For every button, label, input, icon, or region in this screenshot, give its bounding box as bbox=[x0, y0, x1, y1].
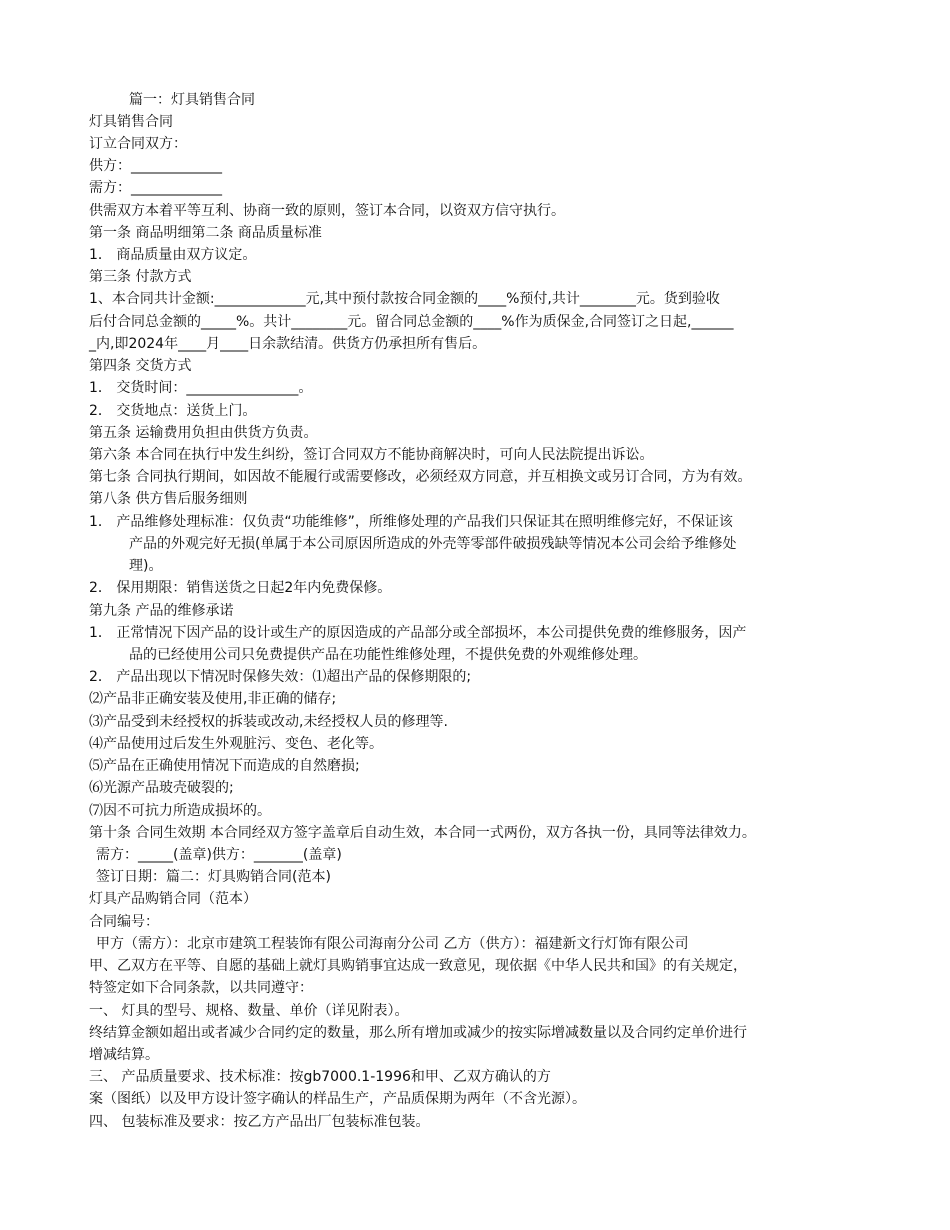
supplier-field: 供方：_____________ bbox=[89, 158, 222, 174]
text-line: _内,即2024年____月____日余款结清。供货方仍承担所有售后。 bbox=[89, 336, 487, 352]
text-line: 2． 保用期限：销售送货之日起2年内免费保修。 bbox=[89, 580, 392, 596]
buyer-field: 需方：_____________ bbox=[89, 180, 222, 196]
doc-title-2: 灯具产品购销合同（范本） bbox=[89, 891, 257, 907]
doc-title: 灯具销售合同 bbox=[89, 114, 173, 130]
text-line: 1、本合同共计金额:_____________元,其中预付款按合同金额的____%预付,共计________元。货到验收 bbox=[89, 291, 720, 307]
text-line: 终结算金额如超出或者减少合同约定的数量，那么所有增加或减少的按实际增减数量以及合同约定单价进行 bbox=[89, 1025, 747, 1041]
text-line: ⑵产品非正确安装及使用,非正确的储存; bbox=[89, 691, 337, 707]
contract-number: 合同编号： bbox=[89, 914, 159, 930]
text-line: 供需双方本着平等互利、协商一致的原则，签订本合同，以资双方信守执行。 bbox=[89, 203, 565, 219]
text-line: 第六条 本合同在执行中发生纠纷，签订合同双方不能协商解决时，可向人民法院提出诉讼。 bbox=[89, 447, 654, 463]
text-line: ⑶产品受到未经授权的拆装或改动,未经授权人员的修理等. bbox=[89, 714, 448, 730]
text-line: 第七条 合同执行期间，如因故不能履行或需要修改，必须经双方同意，并互相换文或另订合同，方为有效。 bbox=[89, 469, 752, 485]
article-heading: 第八条 供方售后服务细则 bbox=[89, 491, 248, 507]
article-heading: 第九条 产品的维修承诺 bbox=[89, 603, 234, 619]
text-line: 第五条 运输费用负担由供货方负责。 bbox=[89, 425, 318, 441]
signature-line: 需方：_____(盖章)供方：_______(盖章) bbox=[96, 847, 342, 863]
text-line: 1． 商品质量由双方议定。 bbox=[89, 247, 257, 263]
text-line: 品的已经使用公司只免费提供产品在功能性维修处理，不提供免费的外观维修处理。 bbox=[129, 647, 647, 663]
article-heading: 第四条 交货方式 bbox=[89, 358, 192, 374]
text-line: ⑷产品使用过后发生外观脏污、变色、老化等。 bbox=[89, 736, 383, 752]
text-line: 产品的外观完好无损(单属于本公司原因所造成的外壳等零部件破损残缺等情况本公司会给予维修处 bbox=[129, 536, 737, 552]
text-line: 后付合同总金额的_____%。共计________元。留合同总金额的____%作为质保金,合同签订之日起,______ bbox=[89, 314, 734, 330]
text-line: ⑺因不可抗力所造成损坏的。 bbox=[89, 803, 271, 819]
text-line: 三、 产品质量要求、技术标准：按gb7000.1-1996和甲、乙双方确认的方 bbox=[89, 1069, 551, 1085]
parties-line: 甲方（需方）：北京市建筑工程装饰有限公司海南分公司 乙方（供方）：福建新文行灯饰有限公司 bbox=[96, 936, 689, 952]
text-line: 甲、乙双方在平等、自愿的基础上就灯具购销事宜达成一致意见，现依据《中华人民共和国》的有关规定， bbox=[89, 958, 747, 974]
text-line: 2． 产品出现以下情况时保修失效：⑴超出产品的保修期限的; bbox=[89, 669, 472, 685]
text-line: 一、 灯具的型号、规格、数量、单价（详见附表）。 bbox=[89, 1003, 409, 1019]
sign-date-line: 签订日期：篇二：灯具购销合同(范本) bbox=[96, 869, 331, 885]
text-line: 1． 交货时间：________________。 bbox=[89, 380, 313, 396]
text-line: 四、 包装标准及要求：按乙方产品出厂包装标准包装。 bbox=[89, 1114, 430, 1130]
text-line: ⑸产品在正确使用情况下而造成的自然磨损; bbox=[89, 758, 360, 774]
text-line: 特签定如下合同条款，以共同遵守： bbox=[89, 980, 313, 996]
text-line: 2． 交货地点：送货上门。 bbox=[89, 403, 257, 419]
text-line: 案（图纸）以及甲方设计签字确认的样品生产，产品质保期为两年（不含光源）。 bbox=[89, 1091, 586, 1107]
text-line: 理)。 bbox=[129, 558, 163, 574]
text-line: 增减结算。 bbox=[89, 1047, 159, 1063]
text-line: 1． 正常情况下因产品的设计或生产的原因造成的产品部分或全部损坏，本公司提供免费的维修服务，因产 bbox=[89, 625, 747, 641]
text-line: 订立合同双方： bbox=[89, 136, 187, 152]
article-heading: 第一条 商品明细第二条 商品质量标准 bbox=[89, 225, 322, 241]
text-line: 1． 产品维修处理标准：仅负责“功能维修”，所维修处理的产品我们只保证其在照明维修完好，不保证该 bbox=[89, 514, 733, 530]
article-heading: 第三条 付款方式 bbox=[89, 269, 192, 285]
text-line: ⑹光源产品玻壳破裂的; bbox=[89, 780, 234, 796]
text-line: 第十条 合同生效期 本合同经双方签字盖章后自动生效，本合同一式两份，双方各执一份，具同等法律效力。 bbox=[89, 825, 756, 841]
section-title-1: 篇一：灯具销售合同 bbox=[129, 92, 255, 108]
